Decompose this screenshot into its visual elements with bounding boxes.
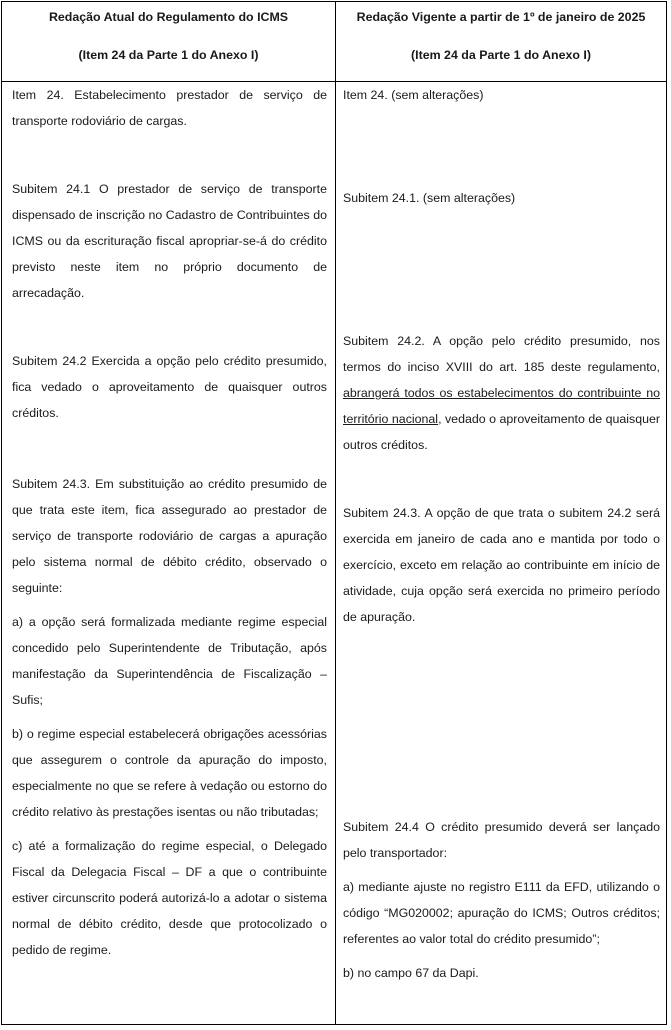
left-subitem-24-3-c: c) até a formalização do regime especial, o Delegado Fiscal da Delegacia Fiscal – DF a que o contribuinte estiver circunscrito poderá autorizá-lo a adotar o sistema normal de débito crédito, desde que protocolizado o pedido de regime. — [12, 839, 327, 957]
left-item-24 — [12, 82, 327, 134]
header-left-title: Redação Atual do Regulamento do ICMS — [48, 10, 289, 24]
right-subitem-24-4-a: a) mediante ajuste no registro E111 da EFD, utilizando o código “MG020002; apuração do ICMS; Outros créditos; referentes ao valor total do crédito presumido”; — [343, 880, 660, 946]
right-subitem-24-4-b: b) no campo 67 da Dapi. — [343, 966, 479, 980]
comparison-table — [1, 1, 667, 1025]
header-right-title: Redação Vigente a partir de 1º de janeiro de 2025 — [356, 10, 646, 24]
right-item-24-text: Item 24. (sem alterações) — [343, 88, 484, 102]
left-subitem-24-3 — [12, 471, 327, 963]
left-subitem-24-3-a: a) a opção será formalizada mediante regime especial concedido pelo Superintendente de Tributação, após manifestação da Superintendência de Fiscalização – Sufis; — [12, 615, 327, 707]
right-item-24 — [343, 82, 660, 108]
header-current-text — [2, 2, 335, 81]
right-subitem-24-4 — [343, 814, 660, 986]
table-header — [2, 2, 666, 82]
left-subitem-24-2-text: Subitem 24.2 Exercida a opção pelo crédito presumido, fica vedado o aproveitamento de quaisquer outros créditos. — [12, 354, 327, 420]
left-subitem-24-1-text: Subitem 24.1 O prestador de serviço de transporte dispensado de inscrição no Cadastro de Contribuintes do ICMS ou da escrituração fiscal apropriar-se-á do crédito previsto neste item no próprio documento de arrecadação. — [12, 182, 327, 300]
right-subitem-24-1-text: Subitem 24.1. (sem alterações) — [343, 191, 516, 205]
left-subitem-24-3-text: Subitem 24.3. Em substituição ao crédito presumido de que trata este item, fica assegurado ao prestador de serviço de transporte rodoviário de cargas a apuração pelo sistema normal de débito crédito, observado o seguinte: — [12, 477, 327, 595]
right-24-2-part1: Subitem 24.2. A opção pelo crédito presumido, nos termos do inciso XVIII do art. 185 deste regulamento, — [343, 334, 660, 374]
right-subitem-24-1 — [343, 185, 660, 211]
header-left-subtitle: (Item 24 da Parte 1 do Anexo I) — [78, 48, 259, 62]
right-subitem-24-3 — [343, 500, 660, 630]
header-new-text — [336, 2, 666, 81]
header-right-subtitle: (Item 24 da Parte 1 do Anexo I) — [411, 48, 591, 62]
right-subitem-24-2 — [343, 328, 660, 458]
right-24-2-part2: , vedado o aproveitamento de quaisquer outros créditos. — [343, 412, 661, 452]
left-subitem-24-3-b: b) o regime especial estabelecerá obrigações acessórias que assegurem o controle da apuração do imposto, especialmente no que se refere à vedação ou estorno do crédito relativo às prestações isentas ou não tributadas; — [12, 727, 327, 819]
left-subitem-24-1 — [12, 176, 327, 306]
left-subitem-24-2 — [12, 348, 327, 426]
right-24-2-underlined: abrangerá todos os estabelecimentos do contribuinte no território nacional — [343, 386, 660, 426]
left-item-24-text: Item 24. Estabelecimento prestador de serviço de transporte rodoviário de cargas. — [12, 88, 327, 128]
right-subitem-24-2-text — [343, 328, 660, 458]
right-subitem-24-3-text: Subitem 24.3. A opção de que trata o subitem 24.2 será exercida em janeiro de cada ano e mantida por todo o exercício, exceto em relação ao contribuinte em início de atividade, cuja opção será exercida no primeiro período de apuração. — [343, 506, 660, 624]
right-subitem-24-4-text: Subitem 24.4 O crédito presumido deverá ser lançado pelo transportador: — [343, 820, 660, 860]
column-divider — [335, 2, 336, 1024]
